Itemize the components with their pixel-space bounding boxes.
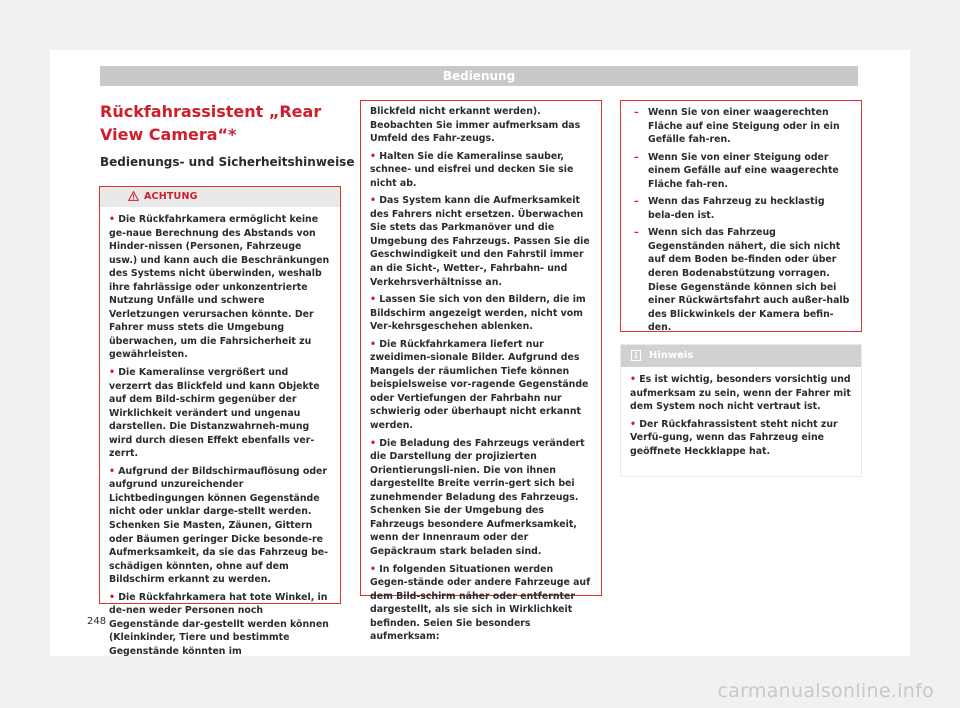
manual-page: [50, 50, 910, 656]
warning-header: [100, 187, 340, 207]
warning-bullet: • Halten Sie die Kameralinse sauber, schnee- und eisfrei und decken Sie sie nicht ab.: [370, 150, 574, 189]
warning-label: ACHTUNG: [144, 191, 198, 202]
chapter-header: Bedienung: [100, 66, 858, 86]
warning-box-column-1: [99, 186, 341, 657]
warning-continuation: Blickfeld nicht erkannt werden). Beobachten Sie immer aufmerksam das Umfeld des Fahr-zeugs.: [370, 106, 581, 145]
warning-bullet: • Die Beladung des Fahrzeugs verändert die Darstellung der projizierten Orientierungsli-nien. Die von ihnen dargestellte Breite verrin-gert sich bei zunehmender Beladung des Fahrzeugs. Schenken Sie der Umgebung des Fahrzeugs besondere Aufmerksamkeit, wenn der Innenraum oder der Gepäckraum stark beladen sind.: [370, 437, 585, 557]
warning-bullet: • Die Rückfahrkamera ermöglicht keine ge-naue Berechnung des Abstands von Hinder-nissen (Personen, Fahrzeuge usw.) und kann auch die Beschränkungen des Systems nicht überwinden, weshalb ihre fahrlässige oder unkonzentrierte Nutzung Unfälle und schwere Verletzungen verursachen könnte. Der Fahrer muss stets die Umgebung überwachen, um die Fahrsicherheit zu gewährleisten.: [109, 214, 330, 361]
warning-bullet: • Aufgrund der Bildschirmauflösung oder aufgrund unzureichender Lichtbedingungen können Gegenstände nicht oder unklar darge-stellt werden. Schenken Sie Masten, Zäunen, Gittern oder Bäumen geringer Dicke besonde-re Aufmerksamkeit, da sie das Fahrzeug be-schädigen könnten, ohne auf dem Bildschirm erkannt zu werden.: [109, 465, 329, 586]
warning-bullet: • Die Rückfahrkamera liefert nur zweidimen-sionale Bilder. Aufgrund des Mangels der räumlichen Tiefe können beispielsweise vor-ragende Gegenstände oder Vertiefungen der Fahrbahn nur schwierig oder überhaupt nicht erkannt werden.: [370, 338, 589, 432]
warning-bullet: • Die Kameralinse vergrößert und verzerrt das Blickfeld und kann Objekte auf dem Bild-schirm gegenüber der Wirklichkeit verändert und ungenau darstellen. Die Distanzwahrneh-mung wird durch diesen Effekt ebenfalls ver-zerrt.: [109, 367, 320, 460]
warning-bullet: • In folgenden Situationen werden Gegen-stände oder andere Fahrzeuge auf dem Bild-schirm näher oder entfernter dargestellt, als sie sich in Wirklichkeit befinden. Seien Sie besonders aufmerksam:: [370, 563, 591, 643]
warning-box-column-2: [360, 100, 602, 643]
page-number: 248: [87, 616, 107, 627]
list-item: – Wenn das Fahrzeug zu hecklastig bela-den ist.: [634, 196, 825, 221]
list-item: – Wenn Sie von einer waagerechten Fläche auf eine Steigung oder in ein Gefälle fah-ren.: [634, 107, 840, 146]
situation-list: [630, 106, 853, 335]
warning-bullet: • Lassen Sie sich von den Bildern, die im Bildschirm angezeigt werden, nicht vom Ver-kehrsgeschehen ablenken.: [370, 294, 586, 333]
info-icon: i: [631, 350, 641, 361]
note-box: [620, 344, 862, 477]
watermark: carmanualsonline.info: [717, 680, 934, 702]
warning-bullet: • Das System kann die Aufmerksamkeit des Fahrers nicht ersetzen. Überwachen Sie stets das Parkmanöver und die Umgebung des Fahrzeugs. Passen Sie die Geschwindigkeit und den Fahrstil immer an die Sicht-, Wetter-, Fahrbahn- und Verkehrsverhältnisse an.: [370, 195, 590, 288]
warning-bullet: • Die Rückfahrkamera hat tote Winkel, in de-nen weder Personen noch Gegenstände dar-gestellt werden können (Kleinkinder, Tiere und bestimmte Gegenstände könnten im: [109, 591, 329, 657]
warning-triangle-icon: [128, 191, 139, 201]
note-header: [621, 345, 861, 367]
page-title: Rückfahrassistent „Rear View Camera“*: [100, 102, 322, 144]
note-label: Hinweis: [649, 350, 694, 361]
note-bullet: • Es ist wichtig, besonders vorsichtig und aufmerksam zu sein, wenn der Fahrer mit dem System noch nicht vertraut ist.: [630, 374, 851, 413]
warning-box-column-3: [620, 100, 862, 332]
list-item: – Wenn sich das Fahrzeug Gegenständen nähert, die sich nicht auf dem Boden be-finden oder über deren Bodenabstützung vorragen. Diese Gegenstände können sich bei einer Rückwärtsfahrt auch außer-halb des Blickwinkels der Kamera befin-den.: [634, 227, 850, 334]
list-item: – Wenn Sie von einer Steigung oder einem Gefälle auf eine waagerechte Fläche fah-ren.: [634, 151, 839, 190]
section-title: Bedienungs- und Sicherheitshinweise: [100, 155, 355, 169]
note-bullet: • Der Rückfahrassistent steht nicht zur Verfü-gung, wenn das Fahrzeug eine geöffnete Heckklappe hat.: [630, 418, 838, 457]
